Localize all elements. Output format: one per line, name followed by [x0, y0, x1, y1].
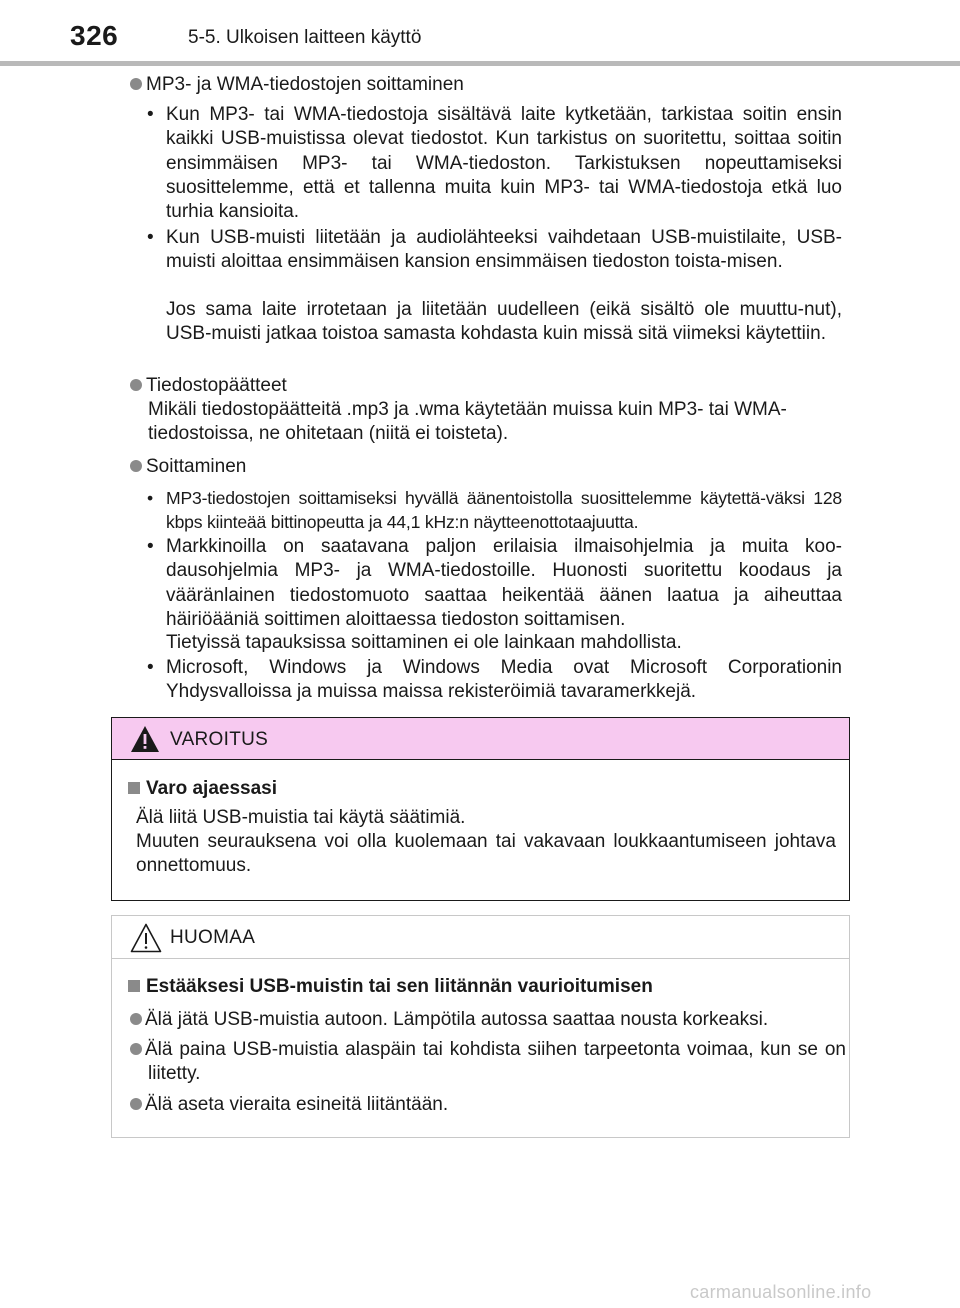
warning-line-2: Muuten seurauksena voi olla kuolemaan tai vakavaan loukkaantumiseen johtava onnettomuus.: [136, 831, 836, 877]
list-item: • Markkinoilla on saatavana paljon erilaisia ilmaisohjelmia ja muita koo-dausohjelmia MP3- ja WMA-tiedostoille. Huonosti suoritettu koodaus ja vääränlainen tiedostomuoto saattaa heikentää äänen laatua ja aiheuttaa häiriöääniä soittimen aloittaessa tiedoston soittamisen.: [147, 536, 842, 630]
list-item: • Kun USB-muisti liitetään ja audiolähteeksi vaihdetaan USB-muistilaite, USB-muisti aloittaa ensimmäisen kansion ensimmäisen tiedoston toista-misen.: [147, 227, 842, 273]
notice-list-item: Älä jätä USB-muistia autoon. Lämpötila autossa saattaa nousta korkeaksi.: [130, 1008, 846, 1032]
bullet-dot-icon: [130, 78, 142, 90]
notice-list-item: Älä aseta vieraita esineitä liitäntään.: [130, 1093, 846, 1117]
bullet-icon: •: [147, 104, 154, 125]
bullet-dot-icon: [130, 379, 142, 391]
bullet-icon: •: [147, 488, 153, 508]
notice-header: [112, 916, 849, 959]
section-title: 5-5. Ulkoisen laitteen käyttö: [188, 27, 422, 48]
warning-header: [112, 718, 849, 760]
warning-triangle-icon: [130, 725, 160, 753]
warning-box: [111, 717, 850, 901]
square-bullet-icon: [128, 980, 140, 992]
page-header: [0, 0, 960, 62]
list-item: • Microsoft, Windows ja Windows Media ovat Microsoft Corporationin Yhdysvalloissa ja muissa maissa rekisteröimiä tavaramerkkejä.: [147, 657, 842, 703]
notice-list-item: Älä paina USB-muistia alaspäin tai kohdista siihen tarpeetonta voimaa, kun se on liitetty.: [130, 1038, 846, 1087]
topic-heading-playback: Soittaminen: [130, 455, 246, 479]
watermark-text: carmanualsonline.info: [690, 1282, 872, 1302]
square-bullet-icon: [128, 782, 140, 794]
topic-heading-mp3-wma: MP3- ja WMA-tiedostojen soittaminen: [130, 73, 464, 97]
warning-subheading: Varo ajaessasi: [128, 778, 277, 800]
topic-heading-extensions: Tiedostopäätteet: [130, 374, 287, 398]
page-number: 326: [70, 20, 119, 51]
extensions-text: Mikäli tiedostopäätteitä .mp3 ja .wma käytetään muissa kuin MP3- tai WMA-tiedostoissa, ne ohitetaan (niitä ei toisteta).: [148, 399, 787, 444]
header-divider: [0, 61, 960, 66]
list-item: • Kun MP3- tai WMA-tiedostoja sisältävä laite kytketään, tarkistaa soitin ensin kaikki USB-muistissa olevat tiedostot. Kun tarkistus on suoritettu, soittaa soitin ensimmäisen MP3- tai WMA-tiedoston. Tarkistuksen nopeuttamiseksi suosittelemme, että et tallenna muita kuin MP3- tai WMA-tiedostoja etkä luo turhia kansioita.: [147, 104, 842, 223]
warning-line-1: Älä liitä USB-muistia tai käytä säätimiä.: [136, 807, 466, 828]
warning-label: VAROITUS: [170, 729, 269, 750]
bullet-dot-icon: [130, 1043, 142, 1055]
notice-subheading: Estääksesi USB-muistin tai sen liitännän vaurioitumisen: [128, 976, 653, 998]
notice-box: [111, 915, 850, 1138]
bullet-dot-icon: [130, 460, 142, 472]
bullet-icon: •: [147, 657, 154, 678]
bullet-icon: •: [147, 227, 154, 248]
list-item-continuation: Jos sama laite irrotetaan ja liitetään uudelleen (eikä sisältö ole muuttu-nut), USB-muisti jatkaa toistoa samasta kohdasta kuin missä sitä viimeksi käytettiin.: [166, 299, 842, 345]
list-item: • MP3-tiedostojen soittamiseksi hyvällä äänentoistolla suosittelemme käytettä-väksi 128 kbps kiinteää bittinopeutta ja 44,1 kHz:n näytteenottotaajuutta.: [147, 488, 842, 533]
notice-label: HUOMAA: [170, 927, 256, 948]
bullet-dot-icon: [130, 1013, 142, 1025]
bullet-icon: •: [147, 536, 154, 557]
caution-triangle-icon: [130, 923, 162, 953]
bullet-dot-icon: [130, 1098, 142, 1110]
list-item-continuation: Tietyissä tapauksissa soittaminen ei ole lainkaan mahdollista.: [166, 632, 682, 653]
